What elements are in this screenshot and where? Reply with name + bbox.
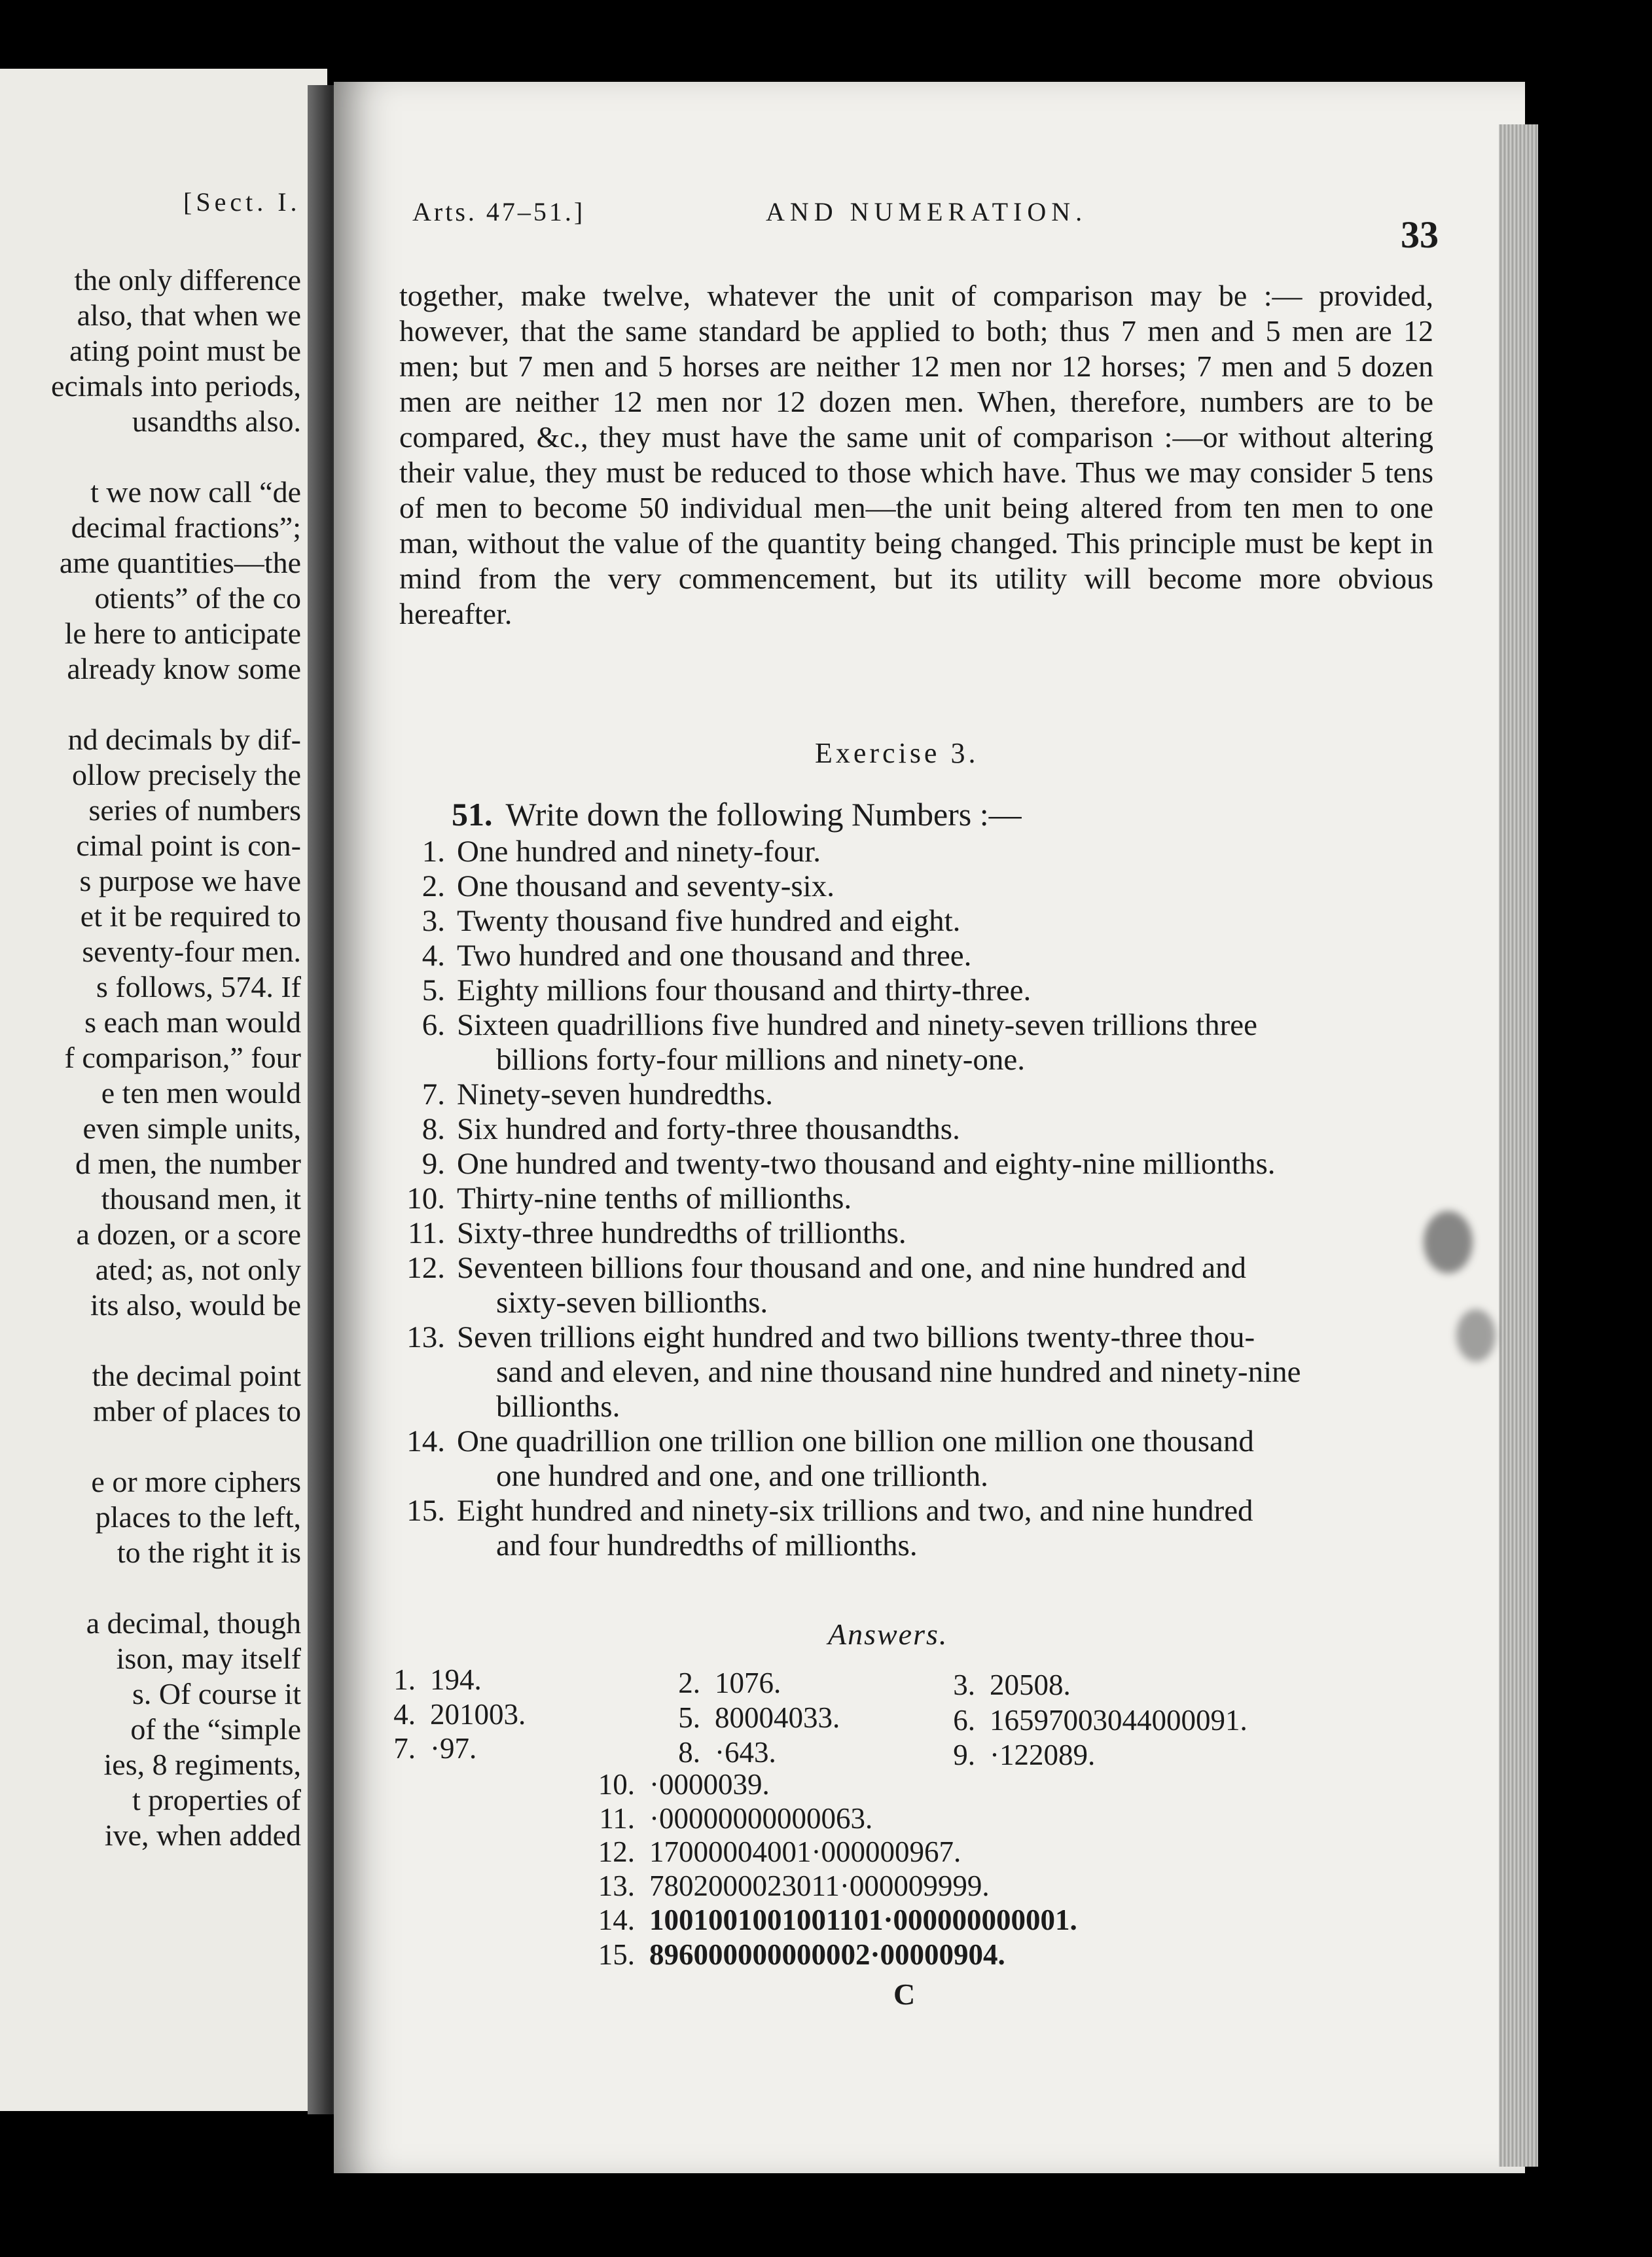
exercise-item-line: Eighty millions four thousand and thirty-three. <box>457 973 1032 1007</box>
exercise-item-number: 7. <box>422 1077 445 1111</box>
exercise-heading: Exercise 3. <box>815 737 979 769</box>
left-text-line: ating point must be <box>69 334 301 367</box>
signature-mark: C <box>893 1977 916 2011</box>
exercise-item-text <box>457 1494 1427 1563</box>
left-text-line: t properties of <box>132 1783 301 1816</box>
exercise-item-line: sixty-seven billionths. <box>496 1286 768 1320</box>
answer-number: 6. <box>953 1704 975 1737</box>
exercise-item-number: 14. <box>406 1424 445 1458</box>
answer-value: ·643. <box>715 1736 776 1769</box>
left-text-line: mber of places to <box>92 1394 301 1428</box>
exercise-item-text <box>457 1077 1427 1112</box>
exercise-item <box>386 1216 1427 1251</box>
left-text-line: d men, the number <box>75 1147 301 1180</box>
exercise-item-number: 12. <box>406 1251 445 1285</box>
answer-value: 16597003044000091. <box>990 1704 1248 1737</box>
answer-entry <box>936 1738 1095 1772</box>
ink-blot <box>1424 1211 1473 1273</box>
exercise-item <box>386 1320 1427 1424</box>
left-running-head: [Sect. I. <box>183 187 301 217</box>
answer-value: 20508. <box>990 1669 1071 1701</box>
answer-value: 1001001001001101·000000000001. <box>649 1904 1077 1936</box>
left-text-line: already know some <box>67 652 301 685</box>
exercise-item-line: Two hundred and one thousand and three. <box>457 939 972 973</box>
answer-value: 80004033. <box>715 1701 840 1734</box>
exercise-item-line: Seventeen billions four thousand and one, and nine hundred and <box>457 1251 1247 1285</box>
exercise-item <box>386 1494 1427 1563</box>
exercise-item-text <box>457 1251 1427 1320</box>
exercise-item-line: sand and eleven, and nine thousand nine hundred and ninety-nine billionths. <box>496 1355 1301 1424</box>
left-text-line: ies, 8 regiments, <box>103 1748 301 1781</box>
answer-number: 3. <box>953 1669 975 1701</box>
left-text-line: s follows, 574. If <box>96 970 301 1003</box>
answer-entry <box>936 1703 1248 1737</box>
exercise-item-line: Seven trillions eight hundred and two billions twenty-three thou- <box>457 1320 1255 1354</box>
answer-number: 2. <box>678 1667 700 1699</box>
left-text-line: ollow precisely the <box>71 758 301 791</box>
exercise-item-line: One thousand and seventy-six. <box>457 869 835 903</box>
exercise-item <box>386 904 1427 939</box>
left-text-line: of the “simple <box>130 1712 301 1746</box>
exercise-item-line: Thirty-nine tenths of millionths. <box>457 1182 852 1216</box>
left-text-line: also, that when we <box>77 298 301 332</box>
left-text-line: thousand men, it <box>101 1182 301 1216</box>
exercise-item <box>386 835 1427 869</box>
left-text-line: ated; as, not only <box>95 1253 301 1286</box>
page-edge <box>1499 124 1538 2167</box>
ink-blot <box>1456 1309 1496 1362</box>
exercise-item-text <box>457 835 1427 869</box>
exercise-list <box>386 835 1427 1563</box>
left-page <box>0 69 327 2111</box>
answer-number: 15. <box>598 1938 635 1971</box>
answer-value: 896000000000002·00000904. <box>649 1938 1005 1971</box>
body-paragraph: together, make twelve, whatever the unit of comparison may be :— provided, however, that the same standard be applied to both; thus 7 men and 5 men are 12 men; but 7 men and 5 horses are neither 12 men nor 12 horses; 7 men and 5 dozen men are neither 12 men nor 12 dozen men. When, therefore, numbers are to be compared, &c., they must have the same unit of comparison :—or without altering their value, they must be reduced to those which have. Thus we may consider 5 tens of men to become 50 individual men—the unit being altered from ten men to one man, without the value of the quantity being changed. This principle must be kept in mind from the very commencement, but its utility will become more obvious hereafter. <box>399 279 1433 630</box>
answer-entry <box>583 1767 770 1801</box>
exercise-item-line: Sixty-three hundredths of trillionths. <box>457 1216 907 1250</box>
exercise-item <box>386 869 1427 904</box>
exercise-instruction: Write down the following Numbers :— <box>505 796 1022 833</box>
exercise-item <box>386 1424 1427 1494</box>
exercise-item-line: Sixteen quadrillions five hundred and ninety-seven trillions three <box>457 1008 1258 1042</box>
exercise-item <box>386 1112 1427 1147</box>
exercise-item <box>386 973 1427 1008</box>
left-text-line: ecimals into periods, <box>51 369 301 403</box>
left-text-line: s. Of course it <box>132 1677 301 1710</box>
answer-number: 9. <box>953 1739 975 1771</box>
answer-number: 4. <box>393 1698 416 1731</box>
exercise-item-number: 11. <box>407 1216 445 1250</box>
answer-entry <box>583 1938 1005 1972</box>
running-head-title: AND NUMERATION. <box>766 197 1088 226</box>
left-text-line: to the right it is <box>117 1536 301 1569</box>
answer-value: 7802000023011·000009999. <box>649 1869 990 1902</box>
answer-entry <box>583 1801 872 1835</box>
left-text-line: seventy-four men. <box>82 935 301 968</box>
answer-number: 14. <box>598 1904 635 1936</box>
answer-number: 8. <box>678 1736 700 1769</box>
exercise-item-text <box>457 1182 1427 1216</box>
exercise-item-number: 10. <box>406 1182 445 1216</box>
answer-value: ·00000000000063. <box>649 1802 873 1835</box>
answer-entry <box>661 1701 840 1735</box>
page-number: 33 <box>1401 213 1439 256</box>
answer-value: 17000004001·000000967. <box>649 1835 961 1868</box>
article-number: 51. <box>452 796 493 833</box>
answer-entry <box>376 1731 476 1765</box>
answer-value: 194. <box>430 1663 482 1696</box>
exercise-item-number: 3. <box>422 904 445 938</box>
left-text-line: usandths also. <box>132 405 301 438</box>
exercise-item-text <box>457 1147 1427 1182</box>
exercise-item <box>386 1077 1427 1112</box>
exercise-item-number: 13. <box>406 1320 445 1354</box>
exercise-item-number: 6. <box>422 1008 445 1042</box>
exercise-item <box>386 1251 1427 1320</box>
left-text-line: e ten men would <box>101 1076 301 1110</box>
exercise-item-number: 1. <box>422 835 445 869</box>
exercise-item-text <box>457 1424 1427 1494</box>
exercise-item-text <box>457 973 1427 1008</box>
exercise-item-text <box>457 904 1427 939</box>
left-text-line: le here to anticipate <box>64 617 301 650</box>
left-text-line: even simple units, <box>82 1111 301 1145</box>
left-text-line: a dozen, or a score <box>76 1218 301 1251</box>
left-text-line: the only difference <box>74 263 301 297</box>
exercise-item-text <box>457 1216 1427 1251</box>
answer-number: 5. <box>678 1701 700 1734</box>
left-text-line: ame quantities—the <box>59 546 301 579</box>
answer-entry <box>583 1903 1077 1937</box>
exercise-item-line: One quadrillion one trillion one billion one million one thousand <box>457 1424 1254 1458</box>
answer-value: ·0000039. <box>649 1768 770 1801</box>
answer-number: 1. <box>393 1663 416 1696</box>
answer-entry <box>661 1735 776 1769</box>
answer-value: ·122089. <box>990 1739 1096 1771</box>
exercise-item-number: 5. <box>422 973 445 1007</box>
left-text-line: series of numbers <box>88 793 301 827</box>
exercise-item-line: Ninety-seven hundredths. <box>457 1077 773 1111</box>
answer-entry <box>376 1697 526 1731</box>
exercise-item-text <box>457 1112 1427 1147</box>
answer-entry <box>661 1666 781 1700</box>
left-text-line: nd decimals by dif- <box>67 723 301 756</box>
exercise-item <box>386 1008 1427 1077</box>
exercise-item-line: Six hundred and forty-three thousandths. <box>457 1112 960 1146</box>
answer-number: 12. <box>598 1835 635 1868</box>
left-text-line: s each man would <box>84 1005 301 1039</box>
answer-number: 11. <box>599 1802 635 1835</box>
answer-number: 10. <box>598 1768 635 1801</box>
exercise-item-text <box>457 1008 1427 1077</box>
exercise-item-line: One hundred and ninety-four. <box>457 835 821 869</box>
left-text-line: cimal point is con- <box>76 829 301 862</box>
answer-number: 13. <box>598 1869 635 1902</box>
exercise-item-line: One hundred and twenty-two thousand and eighty-nine millionths. <box>457 1147 1276 1181</box>
left-text-line: et it be required to <box>80 899 301 933</box>
exercise-item-line: Eight hundred and ninety-six trillions and two, and nine hundred <box>457 1494 1253 1528</box>
left-text-line: ison, may itself <box>116 1642 301 1675</box>
left-text-line: t we now call “de <box>90 475 301 509</box>
answer-value: 1076. <box>715 1667 781 1699</box>
left-text-line: s purpose we have <box>79 864 301 897</box>
exercise-item-number: 2. <box>422 869 445 903</box>
left-text-line: ive, when added <box>104 1818 301 1852</box>
running-head-articles: Arts. 47–51.] <box>412 197 586 226</box>
left-text-line: f comparison,” four <box>64 1041 301 1074</box>
exercise-item-number: 15. <box>406 1494 445 1528</box>
exercise-intro <box>452 795 1022 833</box>
exercise-item-text <box>457 939 1427 973</box>
left-text-line: the decimal point <box>92 1359 301 1392</box>
exercise-item-number: 4. <box>422 939 445 973</box>
exercise-item-number: 9. <box>422 1147 445 1181</box>
exercise-item-text <box>457 869 1427 904</box>
answer-number: 7. <box>393 1732 416 1765</box>
answers-heading: Answers. <box>828 1617 948 1651</box>
left-text-line: otients” of the co <box>94 581 301 615</box>
answer-value: ·97. <box>430 1732 477 1765</box>
left-text-line: a decimal, though <box>86 1606 301 1640</box>
exercise-item-number: 8. <box>422 1112 445 1146</box>
answer-entry <box>936 1668 1071 1702</box>
answer-entry <box>583 1835 961 1869</box>
left-text-line: its also, would be <box>90 1288 301 1322</box>
left-text-line: e or more ciphers <box>91 1465 301 1498</box>
exercise-item <box>386 1182 1427 1216</box>
exercise-item-line: one hundred and one, and one trillionth. <box>496 1459 988 1493</box>
left-text-line: decimal fractions”; <box>71 511 301 544</box>
exercise-item-text <box>457 1320 1427 1424</box>
exercise-item <box>386 1147 1427 1182</box>
left-text-line: places to the left, <box>95 1500 301 1534</box>
exercise-item-line: Twenty thousand five hundred and eight. <box>457 904 961 938</box>
answer-entry <box>376 1663 482 1697</box>
answer-value: 201003. <box>430 1698 526 1731</box>
exercise-item-line: and four hundredths of millionths. <box>496 1528 918 1562</box>
exercise-item <box>386 939 1427 973</box>
exercise-item-line: billions forty-four millions and ninety-one. <box>496 1043 1026 1077</box>
answer-entry <box>583 1869 990 1903</box>
